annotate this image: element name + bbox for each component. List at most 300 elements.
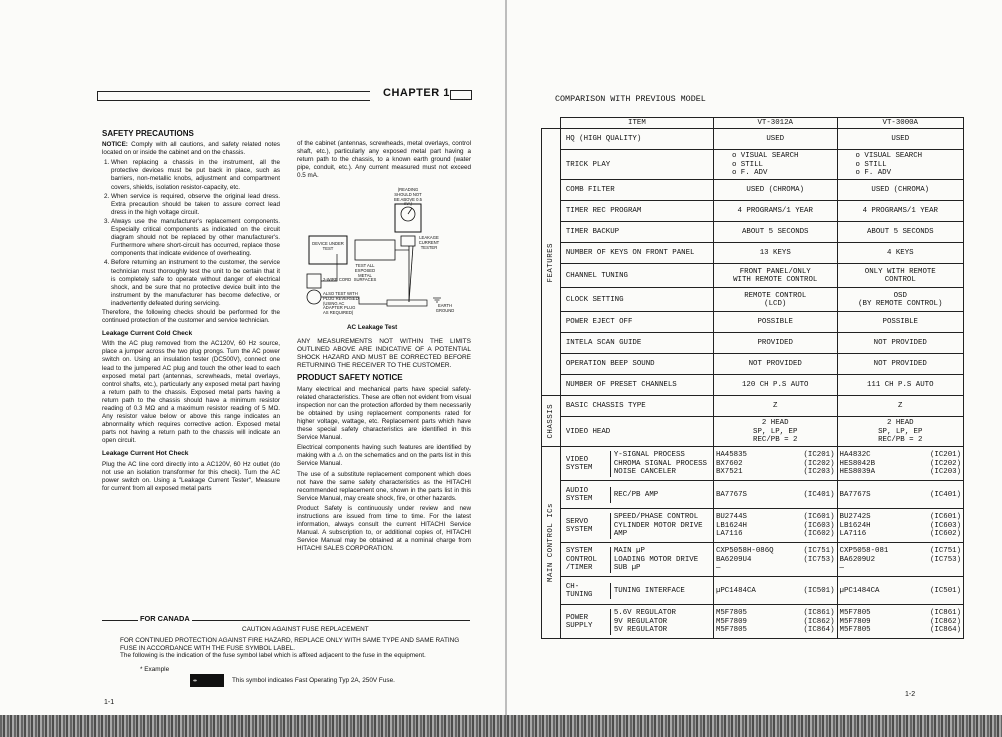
therefore-text: Therefore, the following checks should be performed for the continued protection of the customer and service technician. xyxy=(102,308,280,325)
ic-part-number: LB1624H xyxy=(839,521,871,530)
ic-part-number: HA45835 xyxy=(715,451,747,460)
ic-part-line xyxy=(840,618,961,626)
ic-part-number: CXP5058H-086Q xyxy=(715,547,774,556)
ic-part-line xyxy=(716,609,835,617)
psn-paragraph: The use of a substitute replacement component which does not have the same safety characteristics as the HITACHI recommended replacement one, shown in the parts list in this Service Manual, may create shock, fire, or other hazards. xyxy=(297,470,471,502)
example-label: * Example xyxy=(140,666,170,673)
ic-functions xyxy=(610,583,684,600)
ic-ref: (IC861) xyxy=(803,609,835,618)
ic-part-line xyxy=(716,513,835,521)
ic-row-item xyxy=(560,481,713,509)
chapter-header xyxy=(97,87,473,101)
vt3012a-cell-line: ABOUT 5 SECONDS xyxy=(741,228,809,237)
ic-part-line xyxy=(840,626,961,634)
ic-ref: (IC602) xyxy=(929,530,961,539)
notice-label: NOTICE: xyxy=(102,141,128,149)
ic-inner xyxy=(566,487,658,504)
ic-part-line xyxy=(716,451,835,459)
vt3000a-cell-line: USED xyxy=(891,135,910,144)
vt3000a-cell-line: 2 HEAD xyxy=(886,419,914,428)
table-row xyxy=(542,543,964,577)
ic-inner-row xyxy=(566,451,707,476)
ic-function-line: TUNING INTERFACE xyxy=(613,586,685,595)
row-item: COMB FILTER xyxy=(560,180,713,201)
ic-part-number: — xyxy=(839,564,844,573)
row-item: TIMER BACKUP xyxy=(560,222,713,243)
ic-functions xyxy=(610,547,698,572)
ic-group xyxy=(566,487,611,504)
vt3012a-cell-line: 4 PROGRAMS/1 YEAR xyxy=(737,207,813,216)
ic-inner xyxy=(566,609,676,634)
vt3012a-cell-line: USED (CHROMA) xyxy=(746,186,805,195)
ic-part-number: LA7116 xyxy=(839,530,867,539)
ic-function-line: LOADING MOTOR DRIVE xyxy=(613,555,699,564)
fuse-symbol-icon xyxy=(190,674,224,687)
table-row xyxy=(542,129,964,150)
ic-group-line: POWER xyxy=(565,613,589,622)
vt3012a-cell xyxy=(713,312,837,333)
ic-inner xyxy=(566,451,707,476)
vt3012a-cell-line: SP, LP, EP xyxy=(753,427,798,436)
table-row xyxy=(542,333,964,354)
vt3012a-cell-line: FRONT PANEL/ONLY xyxy=(739,267,811,276)
row-item: CLOCK SETTING xyxy=(560,288,713,312)
ic-part-line xyxy=(840,530,961,538)
vt3012a-cell-line: (LCD) xyxy=(764,299,787,308)
ic-ref: (IC203) xyxy=(929,468,961,477)
vt3012a-cell xyxy=(713,417,837,447)
row-item: VIDEO HEAD xyxy=(560,417,713,447)
caps-warning: ANY MEASUREMENTS NOT WITHIN THE LIMITS OUTLINED ABOVE ARE INDICATIVE OF A POTENTIAL SHOCK HAZARD AND MUST BE CORRECTED BEFORE RETURNING THE RECEIVER TO THE CUSTOMER. xyxy=(297,338,471,370)
ic-ref: (IC751) xyxy=(929,547,961,556)
group-chassis-label: CHASSIS xyxy=(546,404,555,439)
vt3000a-cell-line: Z xyxy=(898,402,903,411)
ic-inner-row xyxy=(566,487,658,504)
vt3012a-ic-cell xyxy=(713,577,837,605)
ic-group-line: TUNING xyxy=(565,590,593,599)
vt3000a-cell-line: 111 CH P.S AUTO xyxy=(867,381,934,390)
row-item: OPERATION BEEP SOUND xyxy=(560,354,713,375)
group-ics-label: MAIN CONTROL ICs xyxy=(546,503,555,583)
ic-part-number: BX7602 xyxy=(715,459,743,468)
ic-ref: (IC401) xyxy=(803,490,835,499)
safety-heading: SAFETY PRECAUTIONS xyxy=(102,129,194,138)
table-row xyxy=(542,288,964,312)
ic-group xyxy=(566,451,611,476)
ic-functions xyxy=(610,451,707,476)
ic-group-line: SUPPLY xyxy=(565,621,593,630)
ic-group-line: SYSTEM xyxy=(565,494,593,503)
vt3012a-cell xyxy=(713,288,837,312)
ic-part-number: — xyxy=(715,564,721,573)
vt3012a-cell-line: USED xyxy=(766,135,785,144)
psn-paragraph: Electrical components having such features are identified by making with a ⚠ on the schematics and on the parts list in this Service Manual. xyxy=(297,444,471,468)
vt3012a-cell-line: Z xyxy=(773,402,778,411)
vt3012a-cell xyxy=(713,354,837,375)
row-item: TRICK PLAY xyxy=(560,150,713,180)
table-row xyxy=(542,222,964,243)
precaution-list xyxy=(102,159,280,308)
ic-ref: (IC862) xyxy=(803,617,835,626)
ic-part-line xyxy=(840,522,961,530)
scan-noise-strip xyxy=(0,715,1002,737)
vt3012a-cell-line: 13 KEYS xyxy=(759,249,791,258)
ic-part-number: HES8039A xyxy=(839,468,876,477)
ic-ref: (IC861) xyxy=(929,609,961,618)
vt3000a-cell-line: ABOUT 5 SECONDS xyxy=(867,228,934,237)
vt3000a-ic-cell xyxy=(837,543,963,577)
ic-part-line xyxy=(716,468,835,476)
vt3000a-cell-line: o F. ADV xyxy=(855,169,892,178)
vt3000a-cell-line: REC/PB = 2 xyxy=(878,436,923,445)
vt3000a-cell-line: NOT PROVIDED xyxy=(873,339,927,348)
group-features xyxy=(542,129,561,396)
vt3000a-cell-line: NOT PROVIDED xyxy=(873,360,927,369)
ic-row-item xyxy=(560,605,713,639)
ic-part-line xyxy=(840,547,961,555)
psn-title: PRODUCT SAFETY NOTICE xyxy=(297,373,403,383)
ic-part-number: BA6209U2 xyxy=(839,555,876,564)
vt3000a-cell-line: USED (CHROMA) xyxy=(871,186,930,195)
precaution-item: 1. When replacing a chassis in the instrument, all the protective devices must be put back in place, such as barriers, non-metallic knobs, adjustment and compartment covers, shields, isolation resistor-capacity, etc. xyxy=(111,159,280,191)
canada-warning-text: FOR CONTINUED PROTECTION AGAINST FIRE HAZARD, REPLACE ONLY WITH SAME TYPE AND SAME RATING FUSE IN ACCORDANCE WITH THE FUSE SYMBOL LABEL. xyxy=(120,637,460,652)
header-vt3012a: VT-3012A xyxy=(713,118,837,129)
ic-part-line xyxy=(840,451,961,459)
vt3012a-cell xyxy=(713,180,837,201)
ic-part-number: M5F7805 xyxy=(839,609,871,618)
canada-title: FOR CANADA xyxy=(140,614,190,623)
vt3000a-cell-line: 4 PROGRAMS/1 YEAR xyxy=(862,207,938,216)
table-row xyxy=(542,312,964,333)
ic-functions xyxy=(610,513,702,538)
ic-inner-row xyxy=(566,609,676,634)
precaution-item: 2. When service is required, observe the original lead dress. Extra precaution should be taken to assure correct lead dress in the high voltage circuit. xyxy=(111,193,280,217)
comparison-table-body xyxy=(542,118,964,639)
vt3000a-cell xyxy=(837,312,963,333)
ic-ref: (IC751) xyxy=(803,547,835,556)
ic-group xyxy=(566,609,611,634)
fuse-symbol-mark: ⏛ xyxy=(193,678,197,683)
ic-part-line xyxy=(716,587,835,595)
vt3012a-cell xyxy=(713,243,837,264)
ic-ref: (IC202) xyxy=(803,459,835,468)
ic-part-number: BA7767S xyxy=(839,490,871,499)
ic-function-line: CHROMA SIGNAL PROCESS xyxy=(613,459,707,468)
ic-ref: (IC603) xyxy=(929,521,961,530)
cord-label: 2-WIRE CORD xyxy=(323,277,352,283)
ic-part-number: BX7521 xyxy=(715,468,743,477)
group-ics xyxy=(542,447,561,639)
vt3012a-cell xyxy=(713,129,837,150)
vt3000a-cell-line: 4 KEYS xyxy=(886,249,914,258)
ic-inner-row xyxy=(566,583,685,600)
canada-label-text: The following is the indication of the fuse symbol label which is affixed adjacent to the fuse in the equipment. xyxy=(120,652,426,660)
vt3000a-cell-line: OSD xyxy=(893,291,907,300)
vt3000a-cell xyxy=(837,417,963,447)
diagram-caption: AC Leakage Test xyxy=(347,324,398,332)
ic-functions xyxy=(610,609,676,634)
ic-part-number: LB1624H xyxy=(715,521,747,530)
ic-function-line: CYLINDER MOTOR DRIVE xyxy=(613,521,703,530)
vt3012a-ic-cell xyxy=(713,605,837,639)
hot-check-text: Plug the AC line cord directly into a AC120V, 60 Hz outlet (do not use an isolation transformer for this check). Turn the AC power switch on. Using a "Leakage Current Tester", Measure for current from all exposed metal parts xyxy=(102,460,280,492)
ic-part-line xyxy=(716,547,835,555)
ic-inner xyxy=(566,547,698,572)
row-item: HQ (HIGH QUALITY) xyxy=(560,129,713,150)
psn-paragraph: Product Safety is continuously under review and new instructions are issued from time to time. For the latest information, always consult the current HITACHI Service Manual. A subscription to, or additional copies of, HITACHI Service Manual may be obtained at a nominal charge from HITACHI SALES CORPORATION. xyxy=(297,504,471,553)
ic-part-number: CXP5058-081 xyxy=(839,547,889,556)
table-row xyxy=(542,396,964,417)
table-row xyxy=(542,481,964,509)
table-row xyxy=(542,354,964,375)
vt3000a-cell xyxy=(837,396,963,417)
vt3000a-cell-line: POSSIBLE xyxy=(882,318,918,327)
chapter-tail xyxy=(450,90,472,100)
vt3000a-cell-line: (BY REMOTE CONTROL) xyxy=(858,299,943,308)
ic-part-line xyxy=(716,522,835,530)
vt3000a-cell xyxy=(837,201,963,222)
canada-header xyxy=(102,616,470,624)
ic-part-line xyxy=(840,468,961,476)
ic-function-line: Y-SIGNAL PROCESS xyxy=(613,451,685,460)
header-spacer xyxy=(542,118,561,129)
ic-functions xyxy=(610,487,658,504)
ic-inner xyxy=(566,583,685,600)
vt3012a-ic-cell xyxy=(713,509,837,543)
ic-ref: (IC602) xyxy=(803,530,835,539)
header-item: ITEM xyxy=(560,118,713,129)
ic-part-line xyxy=(840,556,961,564)
vt3012a-cell-line: REC/PB = 2 xyxy=(753,436,798,445)
page-number-left: 1-1 xyxy=(104,699,115,706)
table-row xyxy=(542,201,964,222)
cold-check-title: Leakage Current Cold Check xyxy=(102,330,193,338)
ic-ref: (IC501) xyxy=(803,586,835,595)
ic-ref: (IC601) xyxy=(929,513,961,522)
vt3012a-cell-line: 2 HEAD xyxy=(761,419,789,428)
table-row xyxy=(542,180,964,201)
table-row xyxy=(542,243,964,264)
row-item: NUMBER OF KEYS ON FRONT PANEL xyxy=(560,243,713,264)
ic-inner-row xyxy=(566,513,703,538)
ic-part-number: M5F7805 xyxy=(839,626,871,635)
vt3012a-ic-cell xyxy=(713,481,837,509)
vt3012a-cell xyxy=(713,150,837,180)
ic-row-item xyxy=(560,577,713,605)
ic-part-number: µPC1484CA xyxy=(715,586,756,595)
ic-group-line: CH- xyxy=(565,582,580,591)
ic-function-line: SUB µP xyxy=(613,564,641,573)
canada-box xyxy=(102,616,472,696)
table-row xyxy=(542,375,964,396)
ic-part-number: M5F7805 xyxy=(715,609,747,618)
vt3000a-ic-cell xyxy=(837,605,963,639)
canada-subtitle: CAUTION AGAINST FUSE REPLACEMENT xyxy=(242,626,369,633)
cold-check-text: With the AC plug removed from the AC120V, 60 Hz source, place a jumper across the two plug prongs. Turn the AC power switch on. Using an insulation tester (DC500V), connect one lead to the jumpered AC plug and touch the other lead to each exposed metal part (antennas, screwheads, metal overlays, control shafts, etc.), particularly any exposed metal part having a return path to the chassis. Exposed metal parts having a return path to the chassis should have a minimum resistor reading of 0.3 MΩ and a maximum resistor reading of 5 MΩ. Any resistor value below or above this range indicates an abnormality which requires corrective action. Exposed metal parts not having a return path to the chassis will indicate an open circuit. xyxy=(102,340,280,445)
left-column-2 xyxy=(297,140,471,555)
ic-part-line xyxy=(840,609,961,617)
vt3000a-ic-cell xyxy=(837,481,963,509)
ic-ref: (IC864) xyxy=(803,626,835,635)
ic-group-line: SYSTEM xyxy=(565,547,593,556)
ic-group xyxy=(566,547,611,572)
ic-part-line xyxy=(840,513,961,521)
row-item: INTELA SCAN GUIDE xyxy=(560,333,713,354)
ic-group-line: CONTROL xyxy=(565,555,597,564)
ic-part-line xyxy=(840,460,961,468)
vt3000a-ic-cell xyxy=(837,509,963,543)
vt3000a-cell xyxy=(837,333,963,354)
vt3012a-ic-cell xyxy=(713,447,837,481)
canada-warning xyxy=(120,637,460,660)
ic-group-line: SYSTEM xyxy=(565,525,593,534)
vt3000a-cell-line: CONTROL xyxy=(884,275,916,284)
ic-part-line xyxy=(840,491,961,499)
ic-ref: (IC201) xyxy=(803,451,835,460)
vt3012a-cell xyxy=(713,222,837,243)
vt3012a-cell-line: NOT PROVIDED xyxy=(748,360,802,369)
vt3012a-cell-line: o VISUAL SEARCH xyxy=(731,152,799,161)
table-row xyxy=(542,605,964,639)
ic-function-line: NOISE CANCELER xyxy=(613,468,676,477)
ic-function-line: 5V REGULATOR xyxy=(613,626,668,635)
ic-function-line: REC/PB AMP xyxy=(613,490,659,499)
vt3000a-cell xyxy=(837,243,963,264)
ic-part-number: M5F7805 xyxy=(715,626,747,635)
precaution-item: 3. Always use the manufacturer's replacement components. Especially critical components as indicated on the circuit diagram should not be replaced by other manufacturer's. Furthermore where short-circuit has occurred, replace those components that indicate evidence of overheating. xyxy=(111,218,280,258)
row-item: POWER EJECT OFF xyxy=(560,312,713,333)
vt3000a-cell xyxy=(837,288,963,312)
ic-group-line: VIDEO xyxy=(565,455,589,464)
ic-part-line xyxy=(716,618,835,626)
leakage-diagram xyxy=(297,184,471,334)
ic-ref: (IC201) xyxy=(929,451,961,460)
ic-ref: (IC603) xyxy=(803,521,835,530)
ic-inner xyxy=(566,513,703,538)
table-header-row xyxy=(542,118,964,129)
vt3000a-cell xyxy=(837,222,963,243)
comparison-table xyxy=(541,117,964,639)
ic-ref: (IC601) xyxy=(803,513,835,522)
table-row xyxy=(542,417,964,447)
ic-part-line xyxy=(840,587,961,595)
ic-group-line: /TIMER xyxy=(565,564,593,573)
vt3012a-cell-line: o STILL xyxy=(731,160,763,169)
ic-group-line: AUDIO xyxy=(565,486,589,495)
table-row xyxy=(542,264,964,288)
table-row xyxy=(542,150,964,180)
ic-function-line: SPEED/PHASE CONTROL xyxy=(613,513,699,522)
ic-ref: (IC203) xyxy=(803,468,835,477)
ic-row-item xyxy=(560,447,713,481)
ic-function-line: AMP xyxy=(613,530,628,539)
ic-group-line: SERVO xyxy=(565,517,589,526)
ic-ref: (IC501) xyxy=(929,586,961,595)
table-row xyxy=(542,577,964,605)
group-chassis xyxy=(542,396,561,447)
col2-intro: of the cabinet (antennas, screwheads, metal overlays, control shaft, etc.), particularly any exposed metal part having a return path to the chassis, to a known earth ground (water pipe, conduit, etc.). Any current measured must not exceed 0.5 mA. xyxy=(297,140,471,180)
vt3012a-cell xyxy=(713,375,837,396)
vt3000a-cell-line: ONLY WITH REMOTE xyxy=(864,267,936,276)
vt3000a-cell xyxy=(837,150,963,180)
comparison-title: COMPARISON WITH PREVIOUS MODEL xyxy=(555,94,706,104)
tester-label: LEAKAGE CURRENT TESTER xyxy=(418,235,440,250)
row-item: TIMER REC PROGRAM xyxy=(560,201,713,222)
ic-inner-row xyxy=(566,547,698,572)
vt3000a-cell xyxy=(837,264,963,288)
also-test-label: ALSO TEST WITH PLUG REVERSED (USING AC ADAPTER PLUG AS REQUIRED) xyxy=(323,291,359,315)
vt3012a-cell-line: REMOTE CONTROL xyxy=(744,291,807,300)
chapter-bar xyxy=(97,91,370,101)
vt3000a-cell-line: o STILL xyxy=(855,160,887,169)
row-item: CHANNEL TUNING xyxy=(560,264,713,288)
page-number-right: 1-2 xyxy=(905,691,916,698)
ic-part-number: BA7767S xyxy=(715,490,747,499)
ic-part-line xyxy=(716,491,835,499)
ic-group xyxy=(566,513,611,538)
ic-part-number: M5F7809 xyxy=(715,617,747,626)
notice-text: Comply with all cautions, and safety related notes located on or inside the cabinet and on the chassis. xyxy=(102,141,280,157)
header-vt3000a: VT-3000A xyxy=(837,118,963,129)
ic-part-line xyxy=(716,460,835,468)
vt3012a-cell-line: 120 CH P.S AUTO xyxy=(741,381,809,390)
vt3012a-cell xyxy=(713,333,837,354)
vt3000a-ic-cell xyxy=(837,447,963,481)
ic-ref: (IC753) xyxy=(803,555,835,564)
ic-part-number: HES8042B xyxy=(839,459,876,468)
ic-part-line xyxy=(840,564,961,572)
vt3000a-cell xyxy=(837,354,963,375)
notice xyxy=(102,141,280,157)
ic-function-line: 9V REGULATOR xyxy=(613,617,668,626)
vt3012a-cell-line: o F. ADV xyxy=(731,169,768,178)
vt3000a-cell-line: SP, LP, EP xyxy=(878,427,923,436)
ic-ref: (IC401) xyxy=(929,490,961,499)
psn-paragraph: Many electrical and mechanical parts have special safety-related characteristics. These are often not evident from visual inspection nor can the protection afforded by them necessarily be obtained by using replacement components rated for higher voltage, wattage, etc. Replacement parts which have these special safety characteristics are identified in this Service Manual. xyxy=(297,385,471,442)
ic-function-line: 5.6V REGULATOR xyxy=(613,609,676,618)
ic-row-item xyxy=(560,509,713,543)
vt3000a-cell xyxy=(837,129,963,150)
fuse-text: This symbol indicates Fast Operating Typ 2A, 250V Fuse. xyxy=(232,677,395,684)
test-all-label: TEST ALL EXPOSED METAL SURFACES xyxy=(353,263,377,283)
ic-ref: (IC753) xyxy=(929,555,961,564)
ic-part-number: LA7116 xyxy=(715,530,743,539)
reading-label: (READING SHOULD NOT BE ABOVE 0.5 mA) xyxy=(394,187,422,207)
ic-ref: (IC862) xyxy=(929,617,961,626)
row-item: BASIC CHASSIS TYPE xyxy=(560,396,713,417)
table-row xyxy=(542,509,964,543)
vt3012a-cell-line: POSSIBLE xyxy=(757,318,793,327)
ic-part-number: M5F7809 xyxy=(839,617,871,626)
ic-part-line xyxy=(716,530,835,538)
table-row xyxy=(542,447,964,481)
chapter-label: CHAPTER 1 xyxy=(383,87,450,99)
device-label: DEVICE UNDER TEST xyxy=(312,241,344,252)
ic-part-number: BU2744S xyxy=(715,513,747,522)
vt3000a-cell xyxy=(837,180,963,201)
vt3012a-cell xyxy=(713,264,837,288)
row-item: NUMBER OF PRESET CHANNELS xyxy=(560,375,713,396)
left-column-1 xyxy=(102,130,280,495)
vt3000a-ic-cell xyxy=(837,577,963,605)
ic-group-line: SYSTEM xyxy=(565,463,593,472)
ic-ref: (IC202) xyxy=(929,459,961,468)
vt3012a-cell xyxy=(713,201,837,222)
ic-function-line: MAIN µP xyxy=(613,547,645,556)
precaution-item: 4. Before returning an instrument to the customer, the service technician must thoroughly test the unit to be certain that it is completely safe to operate without danger of electrical shock, and be sure that no protective device built into the instrument by the manufacturer has become defective, or inadvertently defeated during servicing. xyxy=(111,259,280,308)
vt3000a-cell xyxy=(837,375,963,396)
vt3000a-cell-line: o VISUAL SEARCH xyxy=(855,152,923,161)
